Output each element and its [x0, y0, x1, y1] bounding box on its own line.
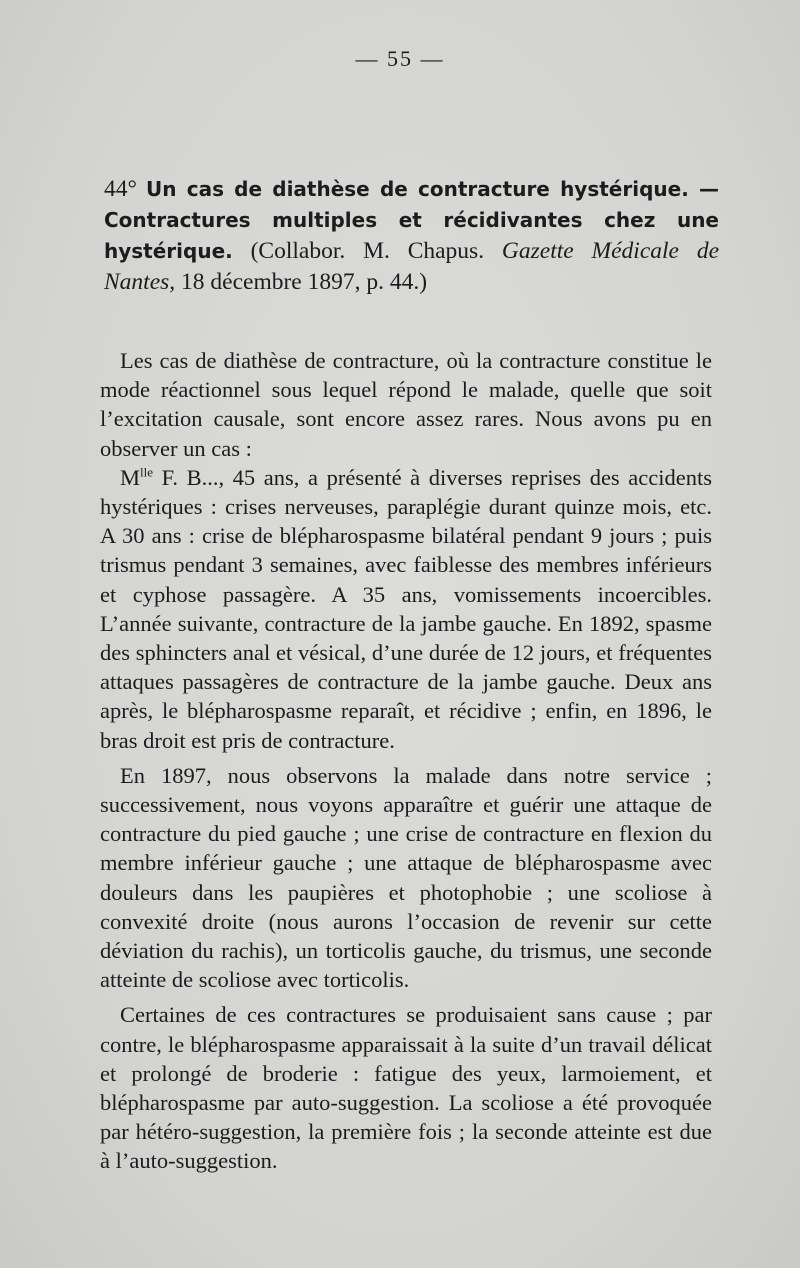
paragraph: Les cas de diathèse de contracture, où la contracture constitue le mode réactionnel sous lequel répond le malade, quelle que soit l’excitation causale, sont encore assez rares. Nous avons pu en observer un cas :: [100, 348, 712, 461]
paragraph: $M^{lle}$ F. B..., 45 ans, a présenté à diverses reprises des accidents hystériques : crises nerveuses, paraplégie durant quinze mois, etc. A 30 ans : crise de blépharospasme bilatéral pendant 9 jours ; puis trismus pendant 3 semaines, avec faiblesse des membres inférieurs et cyphose passagère. A 35 ans, vomissements incoercibles. L’année suivante, contracture de la jambe gauche. En 1892, spasme des sphincters anal et vésical, d’une durée de 12 jours, et fréquentes attaques passagères de contracture de la jambe gauche. Deux ans après, le blépharospasme reparaît, et récidive ; enfin, en 1896, le bras droit est pris de contracture.: [100, 464, 712, 753]
paragraph: Certaines de ces contractures se produisaient sans cause ; par contre, le blépharospasme apparaissait à la suite d’un travail délicat et prolongé de broderie : fatigue des yeux, larmoiement, et blépharospasme par auto-suggestion. La scoliose a été provoquée par hétéro-suggestion, la première fois ; la seconde atteinte est due à l’auto-suggestion.: [100, 1002, 712, 1174]
article-title: Un cas de diathèse de contracture hystérique. — Contractures multiples et récidivantes chez une hystérique.: [104, 177, 720, 263]
article-heading: [104, 174, 719, 298]
citation-end: 18 décembre 1897, p. 44.): [175, 269, 428, 295]
paragraph: En 1897, nous observons la malade dans notre service ; successivement, nous voyons apparaître et guérir une attaque de contracture du pied gauche ; une crise de contracture en flexion du membre inférieur gauche ; une attaque de blépharospasme avec douleurs dans les paupières et photophobie ; une scoliose à convexité droite (nous aurons l’occasion de revenir sur cette déviation du rachis), un torticolis gauche, du trismus, une seconde atteinte de scoliose avec torticolis.: [100, 762, 712, 993]
article-number: 44°: [104, 176, 137, 202]
citation-text: (Collabor. M. Chapus.: [232, 238, 502, 264]
journal-name: Gazette Médicale de Nantes,: [104, 238, 719, 295]
body-text: [100, 346, 712, 1176]
page-number: — 55 —: [355, 46, 445, 71]
